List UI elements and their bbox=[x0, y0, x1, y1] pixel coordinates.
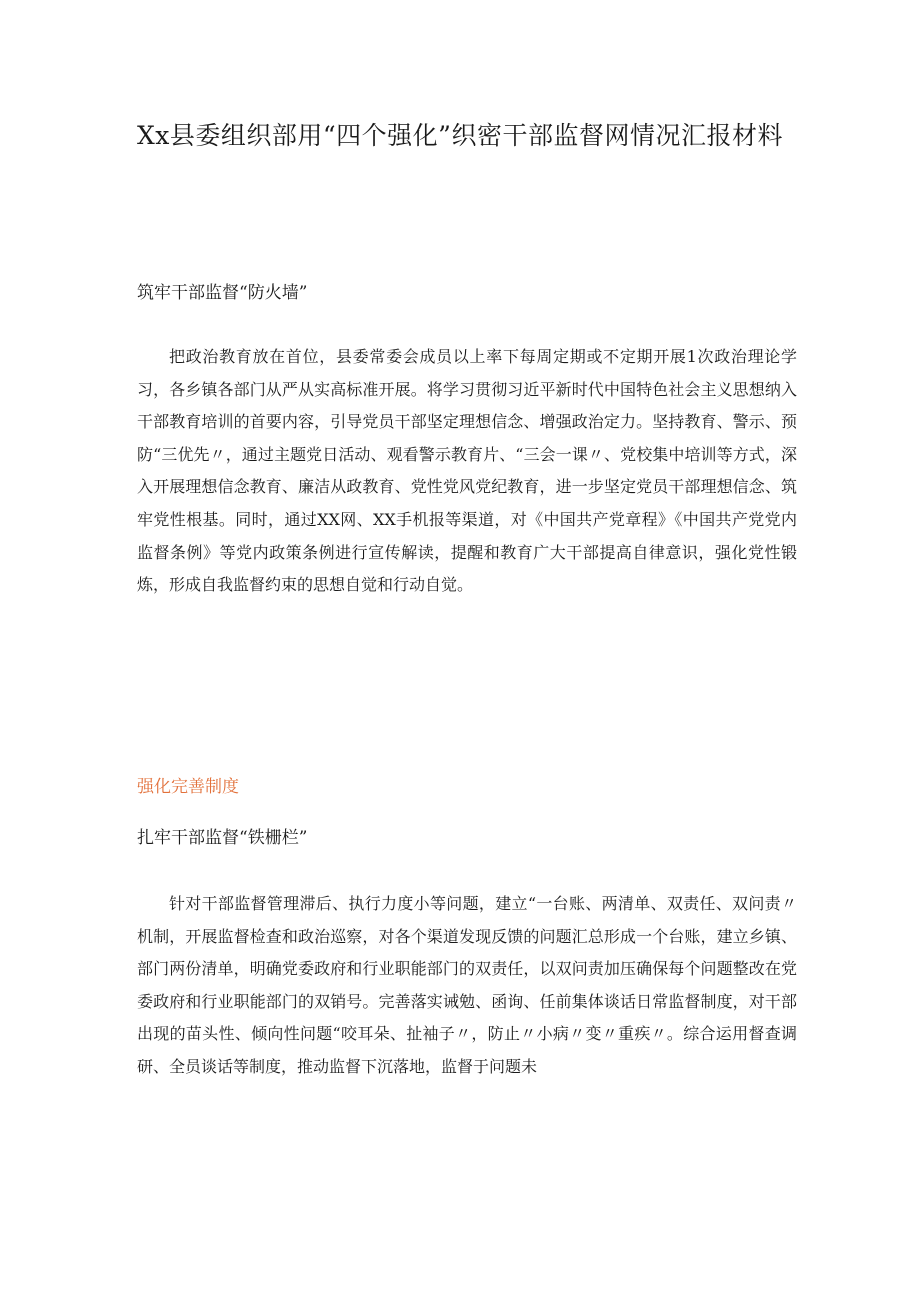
section-heading-firewall: 筑牢干部监督“防火墙” bbox=[137, 283, 308, 303]
document-title: Xx县委组织部用“四个强化”织密干部监督网情况汇报材料 bbox=[137, 121, 783, 150]
section-label-system: 强化完善制度 bbox=[137, 777, 239, 797]
section-heading-fence: 扎牢干部监督“铁栅栏” bbox=[137, 828, 308, 848]
section-paragraph-firewall: 把政治教育放在首位，县委常委会成员以上率下每周定期或不定期开展1次政治理论学习，各乡镇各部门从严从实高标准开展。将学习贯彻习近平新时代中国特色社会主义思想纳入干部教育培训的首要内容，引导党员干部坚定理想信念、增强政治定力。坚持教育、警示、预防“三优先〃，通过主题党日活动、观看警示教育片、“三会一课〃、党校集中培训等方式，深入开展理想信念教育、廉洁从政教育、党性党风党纪教育，进一步坚定党员干部理想信念、筑牢党性根基。同时，通过XX网、XX手机报等渠道，对《中国共产党章程》《中国共产党党内监督条例》等党内政策条例进行宣传解读，提醒和教育广大干部提高自律意识，强化党性锻炼，形成自我监督约束的思想自觉和行动自觉。 bbox=[137, 347, 797, 595]
section-paragraph-fence: 针对干部监督管理滞后、执行力度小等问题，建立“一台账、两清单、双责任、双问责〃机制，开展监督检查和政治巡察，对各个渠道发现反馈的问题汇总形成一个台账，建立乡镇、部门两份清单，明确党委政府和行业职能部门的双责任，以双问责加压确保每个问题整改在党委政府和行业职能部门的双销号。完善落实诫勉、函询、任前集体谈话日常监督制度，对干部出现的苗头性、倾向性问题“咬耳朵、扯袖子〃，防止〃小病〃变〃重疾〃。综合运用督查调研、全员谈话等制度，推动监督下沉落地，监督于问题未 bbox=[137, 894, 797, 1076]
